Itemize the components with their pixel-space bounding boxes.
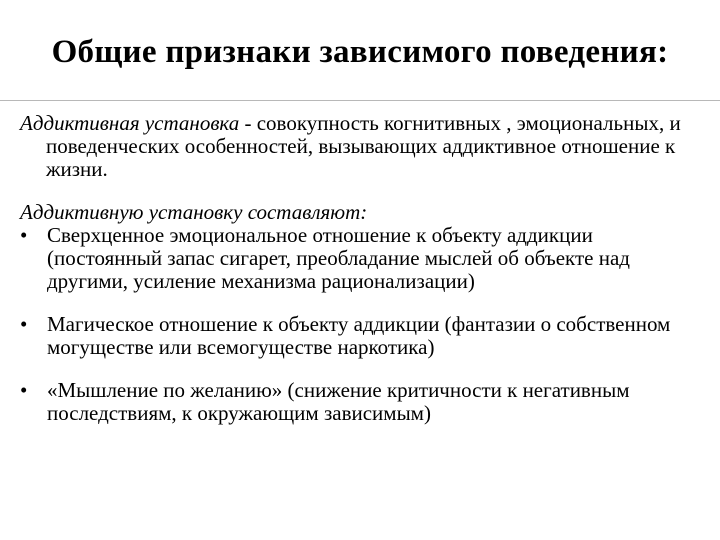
slide-title: Общие признаки зависимого поведения: xyxy=(51,34,669,70)
bullet-icon: • xyxy=(20,378,28,402)
title-divider xyxy=(0,100,720,101)
list-item-text: Магическое отношение к объекту аддикции (фантазии о собственном могуществе или всемогуществе наркотика) xyxy=(47,312,671,359)
slide-body xyxy=(20,112,710,425)
definition-text: - совокупность когнитивных , эмоциональных, и поведенческих особенностей, вызывающих аддиктивное отношение к жизни. xyxy=(46,111,681,181)
list-item xyxy=(20,379,710,425)
list-item xyxy=(20,224,710,293)
list-item xyxy=(20,313,710,359)
definition-paragraph xyxy=(20,112,710,181)
bullet-icon: • xyxy=(20,312,28,336)
definition-term: Аддиктивная установка xyxy=(20,111,240,135)
bullet-icon: • xyxy=(20,223,28,247)
list-item-text: «Мышление по желанию» (снижение критичности к негативным последствиям, к окружающим зависимым) xyxy=(47,378,630,425)
list-item-text: Сверхценное эмоциональное отношение к объекту аддикции (постоянный запас сигарет, преобладание мыслей об объекте над другими, усиление механизма рационализации) xyxy=(47,223,630,293)
components-heading: Аддиктивную установку составляют: xyxy=(20,200,368,224)
